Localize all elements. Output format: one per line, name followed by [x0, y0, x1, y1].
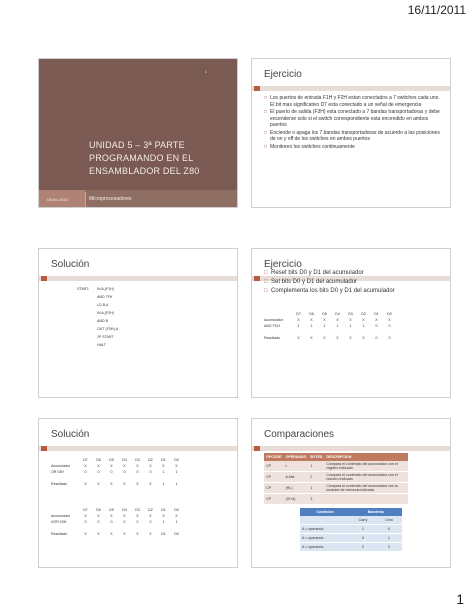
code-line: [77, 341, 118, 349]
table-row: [264, 494, 408, 505]
code-label: [77, 325, 97, 333]
table-cell: 1: [162, 482, 165, 486]
table-cell: CP: [264, 483, 284, 494]
table-cell: 1: [175, 482, 178, 486]
column-header: D2: [148, 458, 153, 462]
table-cell: 1: [310, 324, 313, 328]
code-instruction: IN A,(F2H): [97, 311, 114, 315]
table-cell: X: [110, 464, 113, 468]
page-number: 1: [456, 591, 464, 607]
table-cell: A < operando: [300, 543, 350, 552]
heading-bar: [252, 446, 450, 451]
table-cell: r: [284, 461, 309, 472]
table-cell: 0: [110, 520, 113, 524]
table-cell: Resultado: [51, 532, 68, 536]
table-cell: Acumulador: [264, 318, 284, 322]
table-cell: X: [349, 336, 352, 340]
table-row: [264, 472, 408, 483]
bullet-item: □ Reset bits D0 y D1 del acumulador: [264, 269, 444, 278]
table-cell: [324, 494, 408, 505]
table-row: [51, 531, 183, 537]
title-line: PROGRAMANDO EN EL: [89, 153, 194, 163]
condition-flags-table: [300, 508, 402, 552]
table-cell: 0: [375, 324, 378, 328]
code-instruction: AND B: [97, 319, 108, 323]
comparisons-slide: [251, 418, 451, 568]
bullet-item: □ Monitoreo los switches continuamente: [264, 144, 444, 151]
bullet-item: □ El puerto de salida (F3H) esta conectado a 7 bandas transportadoras y debe encenderse solo si el switch correspondiente esta encendido en ambos puertos: [264, 109, 444, 129]
bits-table: [264, 311, 396, 341]
table-cell: 1: [297, 324, 300, 328]
code-line: [77, 293, 118, 301]
table-cell: X: [388, 318, 391, 322]
code-label: [77, 309, 97, 317]
code-label: [77, 293, 97, 301]
table-cell: X: [310, 336, 313, 340]
table-cell: 1: [308, 461, 324, 472]
bullet-list: [264, 95, 444, 151]
table-cell: X: [97, 482, 100, 486]
table-row: [264, 335, 396, 341]
table-cell: 8-bits: [284, 472, 309, 483]
bits-table-or: [51, 457, 183, 487]
column-header: Condición: [300, 508, 350, 516]
code-label: [77, 341, 97, 349]
table-cell: X: [136, 464, 139, 468]
column-header: D4: [122, 508, 127, 512]
bullet-list: [264, 269, 444, 296]
table-cell: X: [84, 532, 87, 536]
table-cell: CP: [264, 494, 284, 505]
code-label: [77, 317, 97, 325]
title-line: ENSAMBLADOR DEL Z80: [89, 166, 200, 176]
table-cell: 1: [349, 324, 352, 328]
table-cell: 0: [350, 534, 376, 543]
table-cell: 0: [388, 324, 391, 328]
table-cell: 0: [136, 470, 139, 474]
solution-slide-1: [38, 248, 238, 398]
column-header: D3: [135, 458, 140, 462]
exercise-slide-2: [251, 248, 451, 398]
table-cell: (IX+d): [284, 494, 309, 505]
table-cell: 0: [123, 470, 126, 474]
column-subheader: Carry: [350, 516, 376, 525]
column-header: D6: [96, 508, 101, 512]
code-instruction: AND 7FH: [97, 295, 113, 299]
code-instruction: JP START: [97, 335, 114, 339]
column-subheader: Cero: [376, 516, 402, 525]
table-cell: 1: [336, 324, 339, 328]
table-cell: 1: [308, 483, 324, 494]
column-header: D0: [174, 508, 179, 512]
table-cell: X: [136, 482, 139, 486]
table-cell: Compara el contenido del acumulador con la locación de memoria indicada: [324, 483, 408, 494]
slide-number: 1: [204, 69, 207, 74]
table-cell: Resultado: [264, 336, 281, 340]
column-header: D1: [161, 458, 166, 462]
heading-bar: [252, 86, 450, 91]
column-header: Banderas: [350, 508, 402, 516]
table-cell: 1: [175, 470, 178, 474]
table-cell: X: [310, 318, 313, 322]
table-cell: X: [123, 514, 126, 518]
table-cell: X: [97, 532, 100, 536]
table-cell: (HL): [284, 483, 309, 494]
table-cell: CP: [264, 461, 284, 472]
column-header: OPCODE: [266, 455, 282, 459]
column-header: D4: [335, 312, 340, 316]
table-cell: X: [362, 318, 365, 322]
slide-subject: Microprocesadores: [89, 196, 132, 202]
table-cell: AND FCH: [264, 324, 280, 328]
bullet-item: □ Set bits D0 y D1 del acumulador: [264, 278, 444, 287]
table-cell: 1: [323, 324, 326, 328]
table-cell: 0: [149, 470, 152, 474]
column-header: D3: [348, 312, 353, 316]
table-cell: 0: [123, 520, 126, 524]
table-cell: Compara el contenido del acumulador con el número indicado: [324, 472, 408, 483]
table-cell: A = operando: [300, 534, 350, 543]
table-cell: 1: [362, 324, 365, 328]
table-subheader-row: [300, 516, 402, 525]
column-header: D5: [109, 458, 114, 462]
table-cell: 1: [376, 534, 402, 543]
column-header: DESCRIPCION: [324, 453, 408, 461]
table-cell: 0: [388, 336, 391, 340]
table-cell: 0: [97, 470, 100, 474]
slide-heading: Ejercicio: [264, 259, 302, 270]
table-cell: X: [375, 318, 378, 322]
code-label: START:: [77, 287, 90, 291]
table-cell: Resultado: [51, 482, 68, 486]
code-label: [77, 301, 97, 309]
table-cell: 0: [375, 336, 378, 340]
table-cell: X: [97, 514, 100, 518]
slide-marker: [41, 446, 47, 451]
code-line: [77, 285, 118, 293]
bullet-item: □ Los puertos de entrada F1H y F2H estan conectados a 7 switches cada uno. El bit mas significativo D7 esta conectado a un señal de emergencia: [264, 95, 444, 108]
table-cell: X: [110, 532, 113, 536]
column-header: D2: [148, 508, 153, 512]
slide-marker: [41, 276, 47, 281]
code-instruction: HALT: [97, 343, 106, 347]
column-header: D1: [374, 312, 379, 316]
table-cell: 0: [376, 525, 402, 534]
divider: [85, 192, 86, 207]
table-cell: X: [297, 336, 300, 340]
code-line: [77, 301, 118, 309]
table-row: [300, 525, 402, 534]
table-cell: X: [175, 514, 178, 518]
table-cell: X: [84, 464, 87, 468]
slide-heading: Solución: [51, 259, 90, 270]
column-header: D0: [174, 458, 179, 462]
table-cell: X: [323, 318, 326, 322]
table-cell: 3: [308, 494, 324, 505]
table-cell: X: [297, 318, 300, 322]
table-cell: XOR 03H: [51, 520, 67, 524]
column-header: D6: [309, 312, 314, 316]
slide-date: Otoño 2010: [47, 197, 68, 202]
table-cell: D1: [161, 532, 166, 536]
solution-slide-2: [38, 418, 238, 568]
column-header: D1: [161, 508, 166, 512]
table-row: [300, 543, 402, 552]
column-header: D0: [387, 312, 392, 316]
column-header: D2: [361, 312, 366, 316]
code-line: [77, 309, 118, 317]
table-cell: X: [84, 482, 87, 486]
column-header: D7: [296, 312, 301, 316]
table-cell: 1: [175, 520, 178, 524]
table-cell: X: [349, 318, 352, 322]
code-instruction: IN A,(F1H): [97, 287, 114, 291]
table-cell: 0: [84, 470, 87, 474]
title-slide: [38, 58, 238, 208]
slide-marker: [254, 86, 260, 91]
table-cell: X: [149, 482, 152, 486]
slide-marker: [254, 276, 260, 281]
table-cell: Compara el contenido del acumulador con el registro indicado: [324, 461, 408, 472]
column-header: D5: [322, 312, 327, 316]
table-row: [264, 461, 408, 472]
title-line: UNIDAD 5 – 3ª PARTE: [89, 140, 185, 150]
column-header: D6: [96, 458, 101, 462]
table-cell: X: [123, 532, 126, 536]
table-cell: X: [136, 532, 139, 536]
table-cell: X: [110, 514, 113, 518]
table-cell: X: [149, 514, 152, 518]
table-cell: X: [136, 514, 139, 518]
column-header: BYTES: [310, 455, 323, 459]
column-header: D5: [109, 508, 114, 512]
slide-heading: Comparaciones: [264, 429, 335, 440]
compare-instructions-table: [264, 453, 408, 505]
code-line: [77, 325, 118, 333]
table-cell: 0: [350, 543, 376, 552]
table-cell: X: [362, 336, 365, 340]
table-cell: OR 03H: [51, 470, 64, 474]
bits-table-xor: [51, 507, 183, 537]
code-instruction: LD B,A: [97, 303, 109, 307]
table-row: [264, 483, 408, 494]
table-cell: X: [123, 482, 126, 486]
column-header: D3: [135, 508, 140, 512]
table-cell: Acumulador: [51, 464, 71, 468]
page-date: 16/11/2011: [407, 3, 466, 17]
table-cell: X: [84, 514, 87, 518]
table-cell: Acumulador: [51, 514, 71, 518]
code-listing: [77, 285, 118, 349]
bullet-item: □ Enciende o apaga los 7 bandas transportadoras de acuerdo a las posiciones de on y off de los switches en ambos puertos: [264, 130, 444, 143]
table-cell: X: [162, 514, 165, 518]
table-cell: CP: [264, 472, 284, 483]
table-cell: A > operando: [300, 525, 350, 534]
heading-bar: [39, 446, 237, 451]
table-cell: 1: [162, 470, 165, 474]
table-cell: 1: [350, 525, 376, 534]
table-cell: X: [149, 464, 152, 468]
table-cell: 2: [308, 472, 324, 483]
column-subheader: [300, 516, 350, 525]
table-cell: 0: [136, 520, 139, 524]
table-cell: 0: [84, 520, 87, 524]
column-header: D7: [83, 508, 88, 512]
code-instruction: OUT (F3H),A: [97, 327, 119, 331]
slide-heading: Solución: [51, 429, 90, 440]
slide-title: [89, 139, 234, 178]
exercise-slide-1: [251, 58, 451, 208]
table-cell: X: [336, 336, 339, 340]
table-cell: X: [149, 532, 152, 536]
table-cell: X: [162, 464, 165, 468]
table-cell: 0: [110, 470, 113, 474]
code-line: [77, 333, 118, 341]
table-cell: X: [123, 464, 126, 468]
column-header: OPERANDO: [285, 455, 307, 459]
table-header-row: [264, 453, 408, 461]
table-cell: 1: [162, 520, 165, 524]
code-label: [77, 333, 97, 341]
bullet-item: □ Complementa los bits D0 y D1 del acumulador: [264, 287, 444, 296]
table-cell: X: [175, 464, 178, 468]
code-line: [77, 317, 118, 325]
table-cell: 0: [97, 520, 100, 524]
table-cell: X: [110, 482, 113, 486]
table-row: [300, 534, 402, 543]
table-cell: X: [97, 464, 100, 468]
table-cell: 0: [376, 543, 402, 552]
heading-bar: [39, 276, 237, 281]
table-header-row: [300, 508, 402, 516]
slide-marker: [254, 446, 260, 451]
table-row: [51, 481, 183, 487]
column-header: D7: [83, 458, 88, 462]
table-cell: X: [336, 318, 339, 322]
column-header: D4: [122, 458, 127, 462]
table-cell: X: [323, 336, 326, 340]
table-cell: D0: [174, 532, 179, 536]
slide-heading: Ejercicio: [264, 69, 302, 80]
table-cell: 0: [149, 520, 152, 524]
